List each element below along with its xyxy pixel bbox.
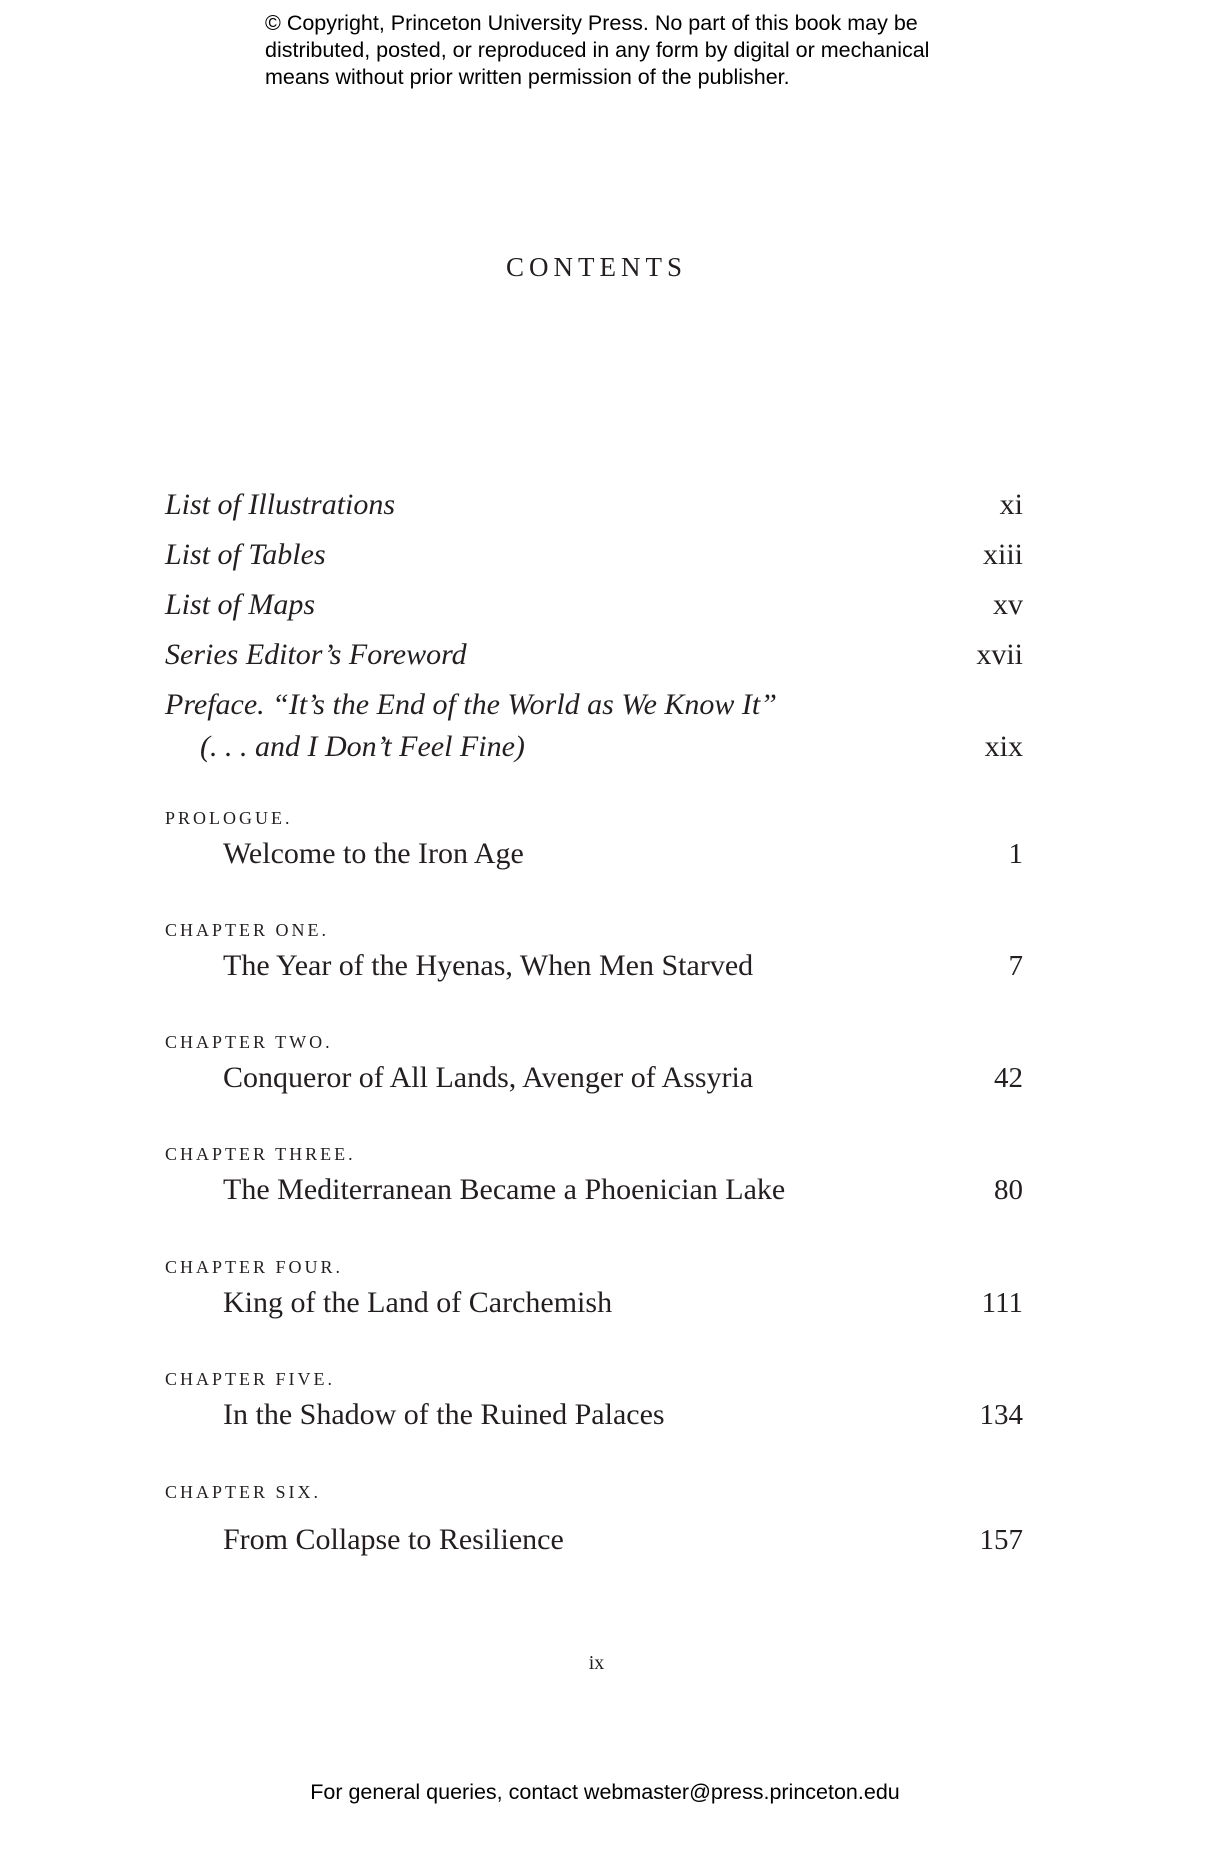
chapter-kicker: CHAPTER FOUR. bbox=[165, 1257, 344, 1277]
toc-entry-page: xi bbox=[999, 488, 1023, 521]
chapter-kicker: CHAPTER THREE. bbox=[165, 1144, 356, 1164]
toc-entry-page: xix bbox=[984, 730, 1023, 763]
chapter-title: King of the Land of Carchemish bbox=[223, 1286, 613, 1319]
copyright-notice: © Copyright, Princeton University Press. No part of this book may be distributed, posted, or reproduced in any form by digital or mechanical means without prior written permission of the publisher. bbox=[265, 11, 930, 89]
chapter-title: Conqueror of All Lands, Avenger of Assyria bbox=[223, 1061, 754, 1094]
toc-entry-preface[interactable] bbox=[165, 685, 1023, 769]
toc-entry-label-continuation: (. . . and I Don’t Feel Fine) bbox=[200, 730, 525, 763]
chapter-title: From Collapse to Resilience bbox=[223, 1523, 564, 1556]
chapter-title: In the Shadow of the Ruined Palaces bbox=[223, 1398, 665, 1431]
chapter-page: 1 bbox=[1008, 838, 1023, 870]
toc-entry-label: List of Maps bbox=[165, 588, 316, 621]
chapter-kicker: PROLOGUE. bbox=[165, 808, 293, 828]
chapter-page: 111 bbox=[981, 1287, 1023, 1319]
chapter-kicker: CHAPTER SIX. bbox=[165, 1482, 322, 1502]
chapter-page: 7 bbox=[1008, 950, 1023, 982]
chapter-page: 80 bbox=[994, 1174, 1023, 1206]
toc-entry-label: List of Tables bbox=[165, 538, 326, 571]
chapter-page: 157 bbox=[979, 1524, 1023, 1556]
toc-entry-label: List of Illustrations bbox=[165, 488, 396, 521]
chapter-kicker: CHAPTER FIVE. bbox=[165, 1369, 336, 1389]
chapter-kicker: CHAPTER ONE. bbox=[165, 920, 330, 940]
chapter-page: 134 bbox=[979, 1399, 1023, 1431]
toc-entry-page: xv bbox=[993, 588, 1023, 621]
toc-entry-label: Series Editor’s Foreword bbox=[165, 638, 467, 671]
footer-contact: For general queries, contact webmaster@press.princeton.edu bbox=[310, 1780, 900, 1804]
page-number: ix bbox=[588, 1652, 605, 1674]
page-title: CONTENTS bbox=[506, 252, 687, 282]
chapter-title: Welcome to the Iron Age bbox=[223, 837, 524, 870]
chapter-title: The Mediterranean Became a Phoenician Lake bbox=[223, 1173, 786, 1206]
toc-entry-page: xvii bbox=[976, 638, 1023, 671]
chapter-kicker: CHAPTER TWO. bbox=[165, 1032, 333, 1052]
chapter-page: 42 bbox=[994, 1062, 1023, 1094]
chapter-title: The Year of the Hyenas, When Men Starved bbox=[223, 949, 754, 982]
toc-entry-label: Preface. “It’s the End of the World as We Know It” bbox=[165, 688, 777, 721]
toc-entry-page: xiii bbox=[982, 538, 1023, 571]
